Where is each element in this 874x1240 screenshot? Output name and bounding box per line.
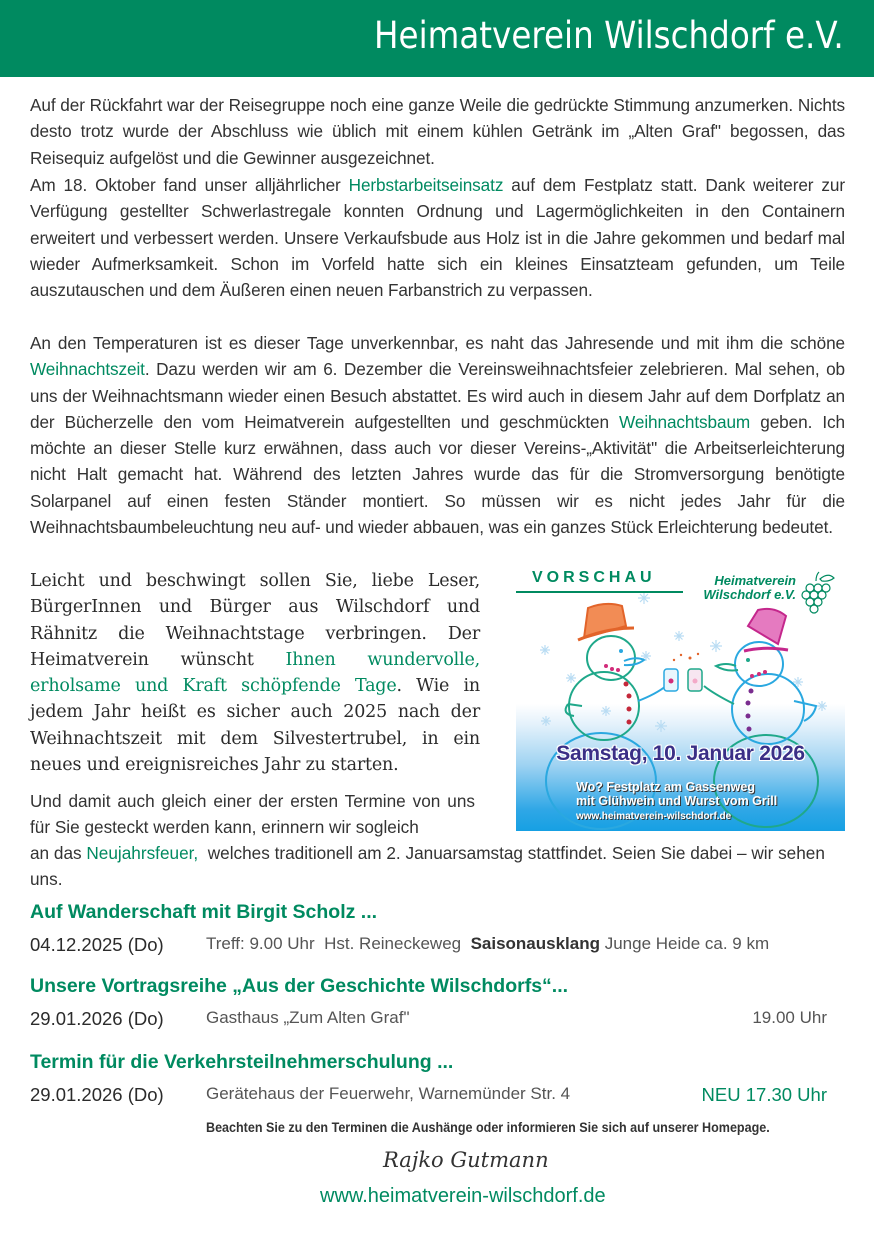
paragraph-christmas bbox=[30, 330, 845, 540]
event-row bbox=[30, 1084, 845, 1110]
page-header bbox=[0, 0, 874, 77]
paragraph-holiday-wishes bbox=[30, 568, 480, 778]
event-date bbox=[30, 1084, 164, 1106]
snowflake-icon bbox=[710, 640, 722, 652]
snowflake-icon bbox=[674, 631, 684, 641]
snowflake-icon bbox=[817, 701, 827, 711]
highlight-wishes: Ihnen wundervolle, erholsame und Kraft schöpfende Tage bbox=[30, 649, 480, 697]
event-location-text: Treff: 9.00 Uhr Hst. Reineckeweg bbox=[206, 934, 471, 953]
snowflake-icon bbox=[601, 706, 611, 716]
poster-label: VORSCHAU bbox=[532, 569, 656, 586]
event-date-value: 04.12.2025 bbox=[30, 934, 123, 955]
poster-location bbox=[576, 780, 777, 808]
poster-location-line: mit Glühwein und Wurst vom Grill bbox=[576, 794, 778, 808]
event-date bbox=[30, 934, 164, 956]
poster-logo-line: Wilschdorf e.V. bbox=[703, 587, 796, 602]
highlight-weihnachtsbaum: Weihnachtsbaum bbox=[619, 411, 751, 432]
snowflake-icon bbox=[540, 645, 550, 655]
event-date-value: 29.01.2026 bbox=[30, 1084, 123, 1105]
poster-logo-line: Heimatverein bbox=[714, 573, 796, 588]
event-date bbox=[30, 1008, 164, 1030]
highlight-weihnachtszeit: Weihnachtszeit bbox=[30, 359, 145, 380]
paragraph-text: geben. Ich möchte an dieser Stelle kurz erwähnen, dass auch vor dieser Vereins-„Aktivität" die Arbeitserleichterung nicht Halt gemacht hat. Während des letzten Jahres wurde das für die Stromversorgung benötigte Solarpanel auf einen festen Ständer montiert. So müssen wir es nicht jedes Jahr für die Weihnachtsbaumbeleuchtung neu auf- und wieder abbauen, was ein ganzes Stück Erleichterung bedeutet. bbox=[30, 411, 845, 538]
splash-drops bbox=[673, 653, 699, 661]
event-title-lecture: Unsere Vortragsreihe „Aus der Geschichte Wilschdorfs“... bbox=[30, 975, 569, 997]
highlight-herbstarbeitseinsatz: Herbstarbeitseinsatz bbox=[348, 175, 504, 195]
poster-url: www.heimatverein-wilschdorf.de bbox=[576, 811, 732, 822]
paragraph-text: auf dem Festplatz statt. Dank weiterer zur Verfügung gestellter Schwerlastregale konnten Ordnung und Lagermöglichkeiten in den Containern erweitert und verbessert werden. Unsere Verkaufsbude aus Holz ist in die Jahre gekommen und bedarf mal wieder Aufmerksamkeit. Schon im Vorfeld hatte sich ein kleines Einsatzteam gefunden, um Teile auszutauschen und dem Äußeren einen neuen Farbanstrich zu verpassen. bbox=[30, 175, 845, 301]
poster-location-line: Wo? Festplatz am Gassenweg bbox=[576, 780, 755, 794]
paragraph-text: welches traditionell am 2. Januarsamstag stattfindet. Seien Sie dabei – wir sehen uns. bbox=[30, 843, 830, 890]
event-title-traffic-training: Termin für die Verkehrsteilnehmerschulung ... bbox=[30, 1051, 454, 1073]
paragraph-newyear-fire bbox=[30, 840, 845, 893]
snowflake-icons bbox=[540, 592, 827, 732]
event-time-new: NEU 17.30 Uhr bbox=[701, 1084, 827, 1105]
poster-date: Samstag, 10. Januar 2026 bbox=[556, 742, 805, 765]
paragraph-text: Leicht und beschwingt sollen Sie, liebe Leser, BürgerInnen und Bürger aus Wilschdorf und Rähnitz die Weihnachtstage verbringen. Der Heimatverein wünscht bbox=[30, 571, 480, 670]
event-location: Gerätehaus der Feuerwehr, Warnemünder Str. 4 bbox=[206, 1084, 571, 1103]
event-location-bold: Saisonausklang bbox=[470, 934, 600, 953]
snowflake-icon bbox=[638, 592, 650, 604]
event-title-hiking: Auf Wanderschaft mit Birgit Scholz ... bbox=[30, 901, 378, 923]
paragraph-text: Am 18. Oktober fand unser alljährlicher bbox=[30, 175, 349, 195]
paragraph-newyear-intro bbox=[30, 788, 475, 841]
website-link[interactable]: www.heimatverein-wilschdorf.de bbox=[320, 1185, 606, 1207]
highlight-neujahrsfeuer: Neujahrsfeuer, bbox=[86, 843, 199, 863]
event-weekday: (Do) bbox=[127, 934, 164, 955]
events-note: Beachten Sie zu den Terminen die Aushänge oder informieren Sie sich auf unserer Homepage. bbox=[206, 1120, 770, 1135]
snowflake-icon bbox=[655, 720, 667, 732]
grapes-logo-icon bbox=[802, 572, 834, 613]
event-poster-image bbox=[516, 566, 845, 831]
paragraph-travel-return bbox=[30, 92, 845, 171]
poster-logo-text bbox=[688, 574, 796, 602]
event-row bbox=[30, 1008, 845, 1034]
event-weekday: (Do) bbox=[127, 1008, 164, 1029]
event-location-text: Junge Heide ca. 9 km bbox=[600, 934, 770, 953]
paragraph-text: Und damit auch gleich einer der ersten Termine von uns für Sie gesteckt werden kann, erinnern wir sogleich bbox=[30, 791, 475, 838]
paragraph-autumn-work bbox=[30, 172, 845, 303]
event-weekday: (Do) bbox=[127, 1084, 164, 1105]
paragraph-text: . Wie in jedem Jahr heißt es sicher auch 2025 nach der Weihnachtszeit mit dem Silvestertrubel, in ein neues und ereignisreiches Jahr zu starten. bbox=[30, 676, 480, 776]
paragraph-text: An den Temperaturen ist es dieser Tage unverkennbar, es naht das Jahresende und mit ihm die schöne bbox=[30, 333, 845, 353]
header-title: Heimatverein Wilschdorf e.V. bbox=[374, 14, 844, 57]
event-location: Gasthaus „Zum Alten Graf" bbox=[206, 1008, 410, 1027]
event-date-value: 29.01.2026 bbox=[30, 1008, 123, 1029]
event-location bbox=[206, 934, 769, 954]
snowflake-icon bbox=[541, 716, 551, 726]
paragraph-text: an das bbox=[30, 843, 87, 863]
paragraph-text: Auf der Rückfahrt war der Reisegruppe noch eine ganze Weile die gedrückte Stimmung anzumerken. Nichts desto trotz wurde der Abschluss wie üblich mit einem kühlen Getränk im „Alten Graf" begossen, das Reisequiz aufgelöst und die Gewinner ausgezeichnet. bbox=[30, 95, 845, 168]
signature: Rajko Gutmann bbox=[383, 1148, 549, 1172]
event-row bbox=[30, 934, 845, 960]
event-time: 19.00 Uhr bbox=[752, 1008, 827, 1027]
snowflake-icon bbox=[566, 673, 576, 683]
poster-label-underline bbox=[516, 591, 683, 593]
paragraph-text: . Dazu werden wir am 6. Dezember die Vereinsweihnachtsfeier zelebrieren. Mal sehen, ob uns der Weihnachtsmann wieder einen Besuch abstattet. Es wird auch in diesem Jahr auf dem Dorfplatz an der Bücherzelle den vom Heimatverein aufgestellten und geschmückten bbox=[30, 359, 845, 432]
